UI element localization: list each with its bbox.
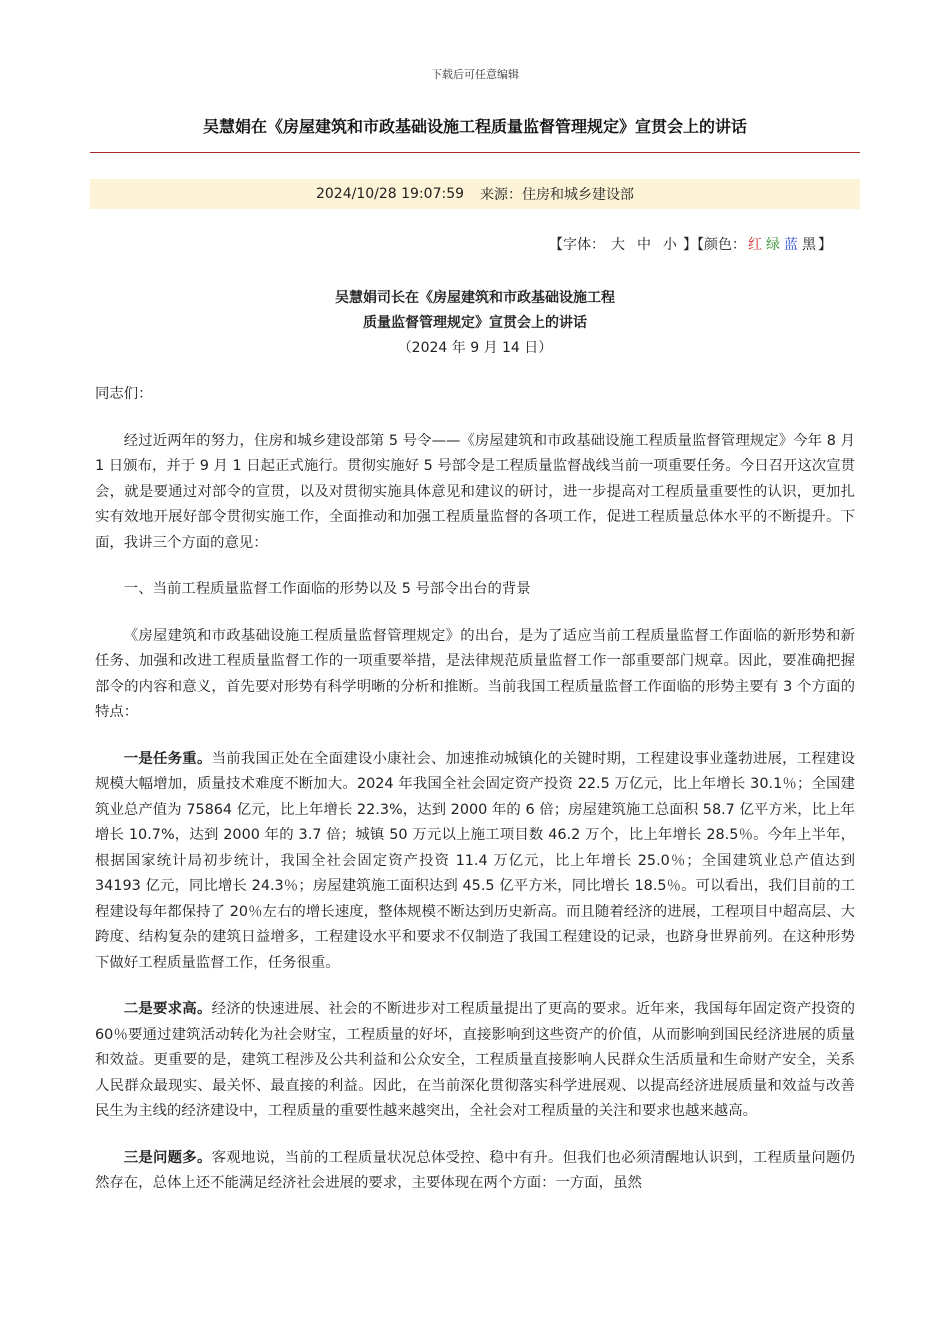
paragraph (95, 747, 855, 977)
color-blue-button[interactable]: 蓝 (784, 237, 798, 253)
paragraph-lead: 三是问题多。 (123, 1149, 212, 1166)
publish-datetime: 2024/10/28 19:07:59 (315, 186, 465, 202)
font-large-button[interactable]: 大 (611, 237, 625, 253)
font-size-label: 【字体： (549, 237, 605, 253)
page-title: 吴慧娟在《房屋建筑和市政基础设施工程质量监督管理规定》宣贯会上的讲话 (202, 117, 747, 136)
download-note: 下载后可任意编辑 (431, 68, 519, 81)
paragraph (95, 1146, 855, 1197)
title-divider (90, 152, 860, 153)
font-size-close: 】 (683, 237, 697, 253)
salutation: 同志们： (95, 386, 153, 402)
article-meta-bar (90, 179, 860, 209)
color-green-button[interactable]: 绿 (766, 237, 780, 253)
color-close: 】 (818, 237, 832, 253)
article-heading-line1: 吴慧娟司长在《房屋建筑和市政基础设施工程 (335, 290, 615, 306)
color-red-button[interactable]: 红 (748, 237, 762, 253)
article-date: （2024 年 9 月 14 日） (397, 340, 553, 356)
paragraph (95, 997, 855, 1125)
color-black-button[interactable]: 黑 (802, 237, 816, 253)
paragraph-lead: 二是要求高。 (123, 1001, 212, 1017)
section-heading: 一、当前工程质量监督工作面临的形势以及 5 号部令出台的背景 (123, 581, 531, 597)
article-heading (95, 286, 855, 361)
paragraph: 经过近两年的努力，住房和城乡建设部第 5 号令——《房屋建筑和市政基础设施工程质量监督管理规定》今年 8 月 1 日颁布，并于 9 月 1 日起正式施行。贯彻实施好 5 号部令是工程质量监督战线当前一项重要任务。今日召开这次宣贯会，就是要通过对部令的宣贯，以及对贯彻实施具体意见和建议的研讨，进一步提高对工程质量重要性的认识，更加扎实有效地开展好部令贯彻实施工作，全面推动和加强工程质量监督的各项工作，促进工程质量总体水平的不断提升。下面，我讲三个方面的意见： (95, 432, 855, 551)
font-medium-button[interactable]: 中 (637, 237, 651, 253)
paragraph-lead: 一是任务重。 (123, 750, 212, 767)
article-heading-line2: 质量监督管理规定》宣贯会上的讲话 (363, 315, 587, 331)
paragraph: 《房屋建筑和市政基础设施工程质量监督管理规定》的出台，是为了适应当前工程质量监督工作面临的新形势和新任务、加强和改进工程质量监督工作的一项重要举措，是法律规范质量监督工作一部重要部门规章。因此，要准确把握部令的内容和意义，首先要对形势有科学明晰的分析和推断。当前我国工程质量监督工作面临的形势主要有 3 个方面的特点： (95, 627, 855, 720)
font-small-button[interactable]: 小 (663, 237, 677, 253)
paragraph-text: 客观地说，当前的工程质量状况总体受控、稳中有升。但我们也必须清醒地认识到，工程质量问题仍然存在，总体上还不能满足经济社会进展的要求，主要体现在两个方面：一方面，虽然 (95, 1149, 855, 1191)
paragraph-text: 经济的快速进展、社会的不断进步对工程质量提出了更高的要求。近年来，我国每年固定资产投资的 60％要通过建筑活动转化为社会财宝，工程质量的好坏，直接影响到这些资产的价值，从而影响到国民经济进展的质量和效益。更重要的是，建筑工程涉及公共利益和公众安全，工程质量直接影响人民群众生活质量和生命财产安全，关系人民群众最现实、最关怀、最直接的利益。因此，在当前深化贯彻落实科学进展观、以提高经济进展质量和效益与改善民生为主线的经济建设中，工程质量的重要性越来越突出，全社会对工程质量的关注和要求也越来越高。 (95, 1001, 855, 1119)
article-body (95, 382, 855, 1218)
color-label: 【颜色： (697, 237, 746, 253)
reading-toolbar (549, 234, 832, 254)
article-source: 来源：住房和城乡建设部 (480, 187, 635, 203)
paragraph-text: 当前我国正处在全面建设小康社会、加速推动城镇化的关键时期，工程建设事业蓬勃进展，工程建设规模大幅增加，质量技术难度不断加大。2024 年我国全社会固定资产投资 22.5 万亿元，比上年增长 30.1％；全国建筑业总产值为 75864 亿元，比上年增长 22.3%，达到 2000 年的 6 倍；房屋建筑施工总面积 58.7 亿平方米，比上年增长 10.7%，达到 2000 年的 3.7 倍；城镇 50 万元以上施工项目数 46.2 万个，比上年增长 28.5％。今年上半年，根据国家统计局初步统计，我国全社会固定资产投资 11.4 万亿元，比上年增长 25.0％；全国建筑业总产值达到 34193 亿元，同比增长 24.3％；房屋建筑施工面积达到 45.5 亿平方米，同比增长 18.5％。可以看出，我们目前的工程建设每年都保持了 20％左右的增长速度，整体规模不断达到历史新高。而且随着经济的进展，工程项目中超高层、大跨度、结构复杂的建筑日益增多，工程建设水平和要求不仅制造了我国工程建设的记录，也跻身世界前列。在这种形势下做好工程质量监督工作，任务很重。 (95, 750, 855, 971)
